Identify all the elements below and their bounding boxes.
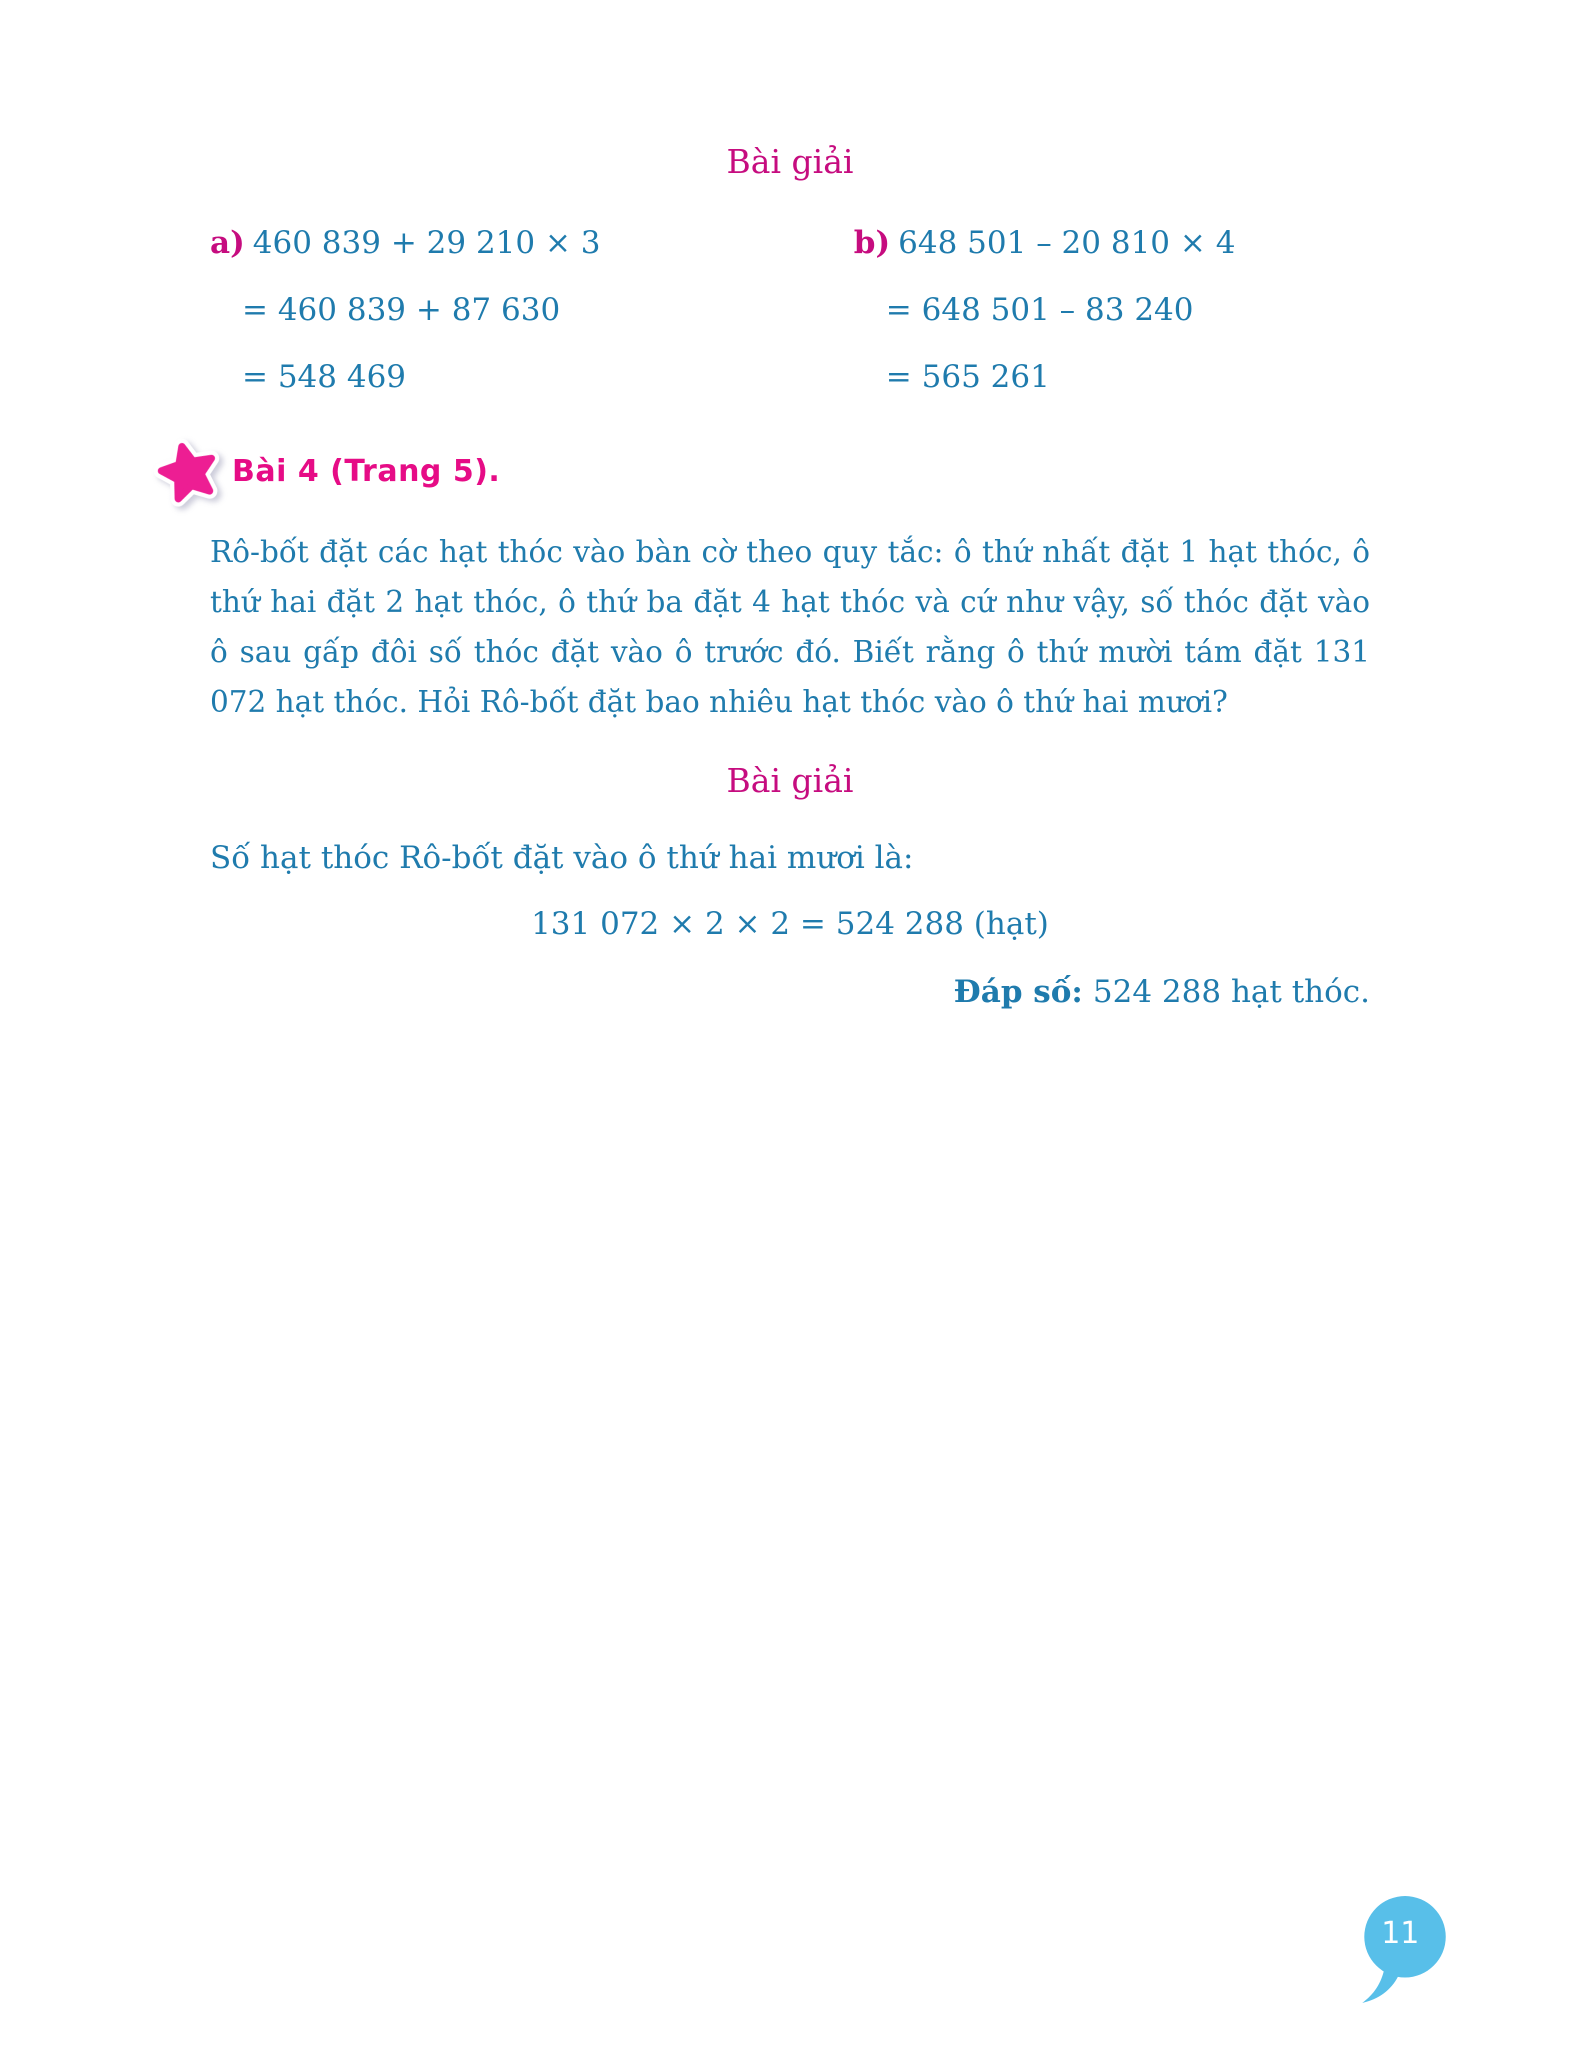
- page-number: 11: [1381, 1916, 1420, 1951]
- solution-heading-2: Bài giải: [726, 761, 854, 800]
- item-b-label: b): [853, 225, 891, 261]
- exercise-title: Bài 4 (Trang 5).: [232, 453, 501, 489]
- star-icon: [152, 435, 225, 508]
- item-b-step-1: = 648 501 – 83 240: [885, 292, 1194, 328]
- item-a-expression: 460 839 + 29 210 × 3: [252, 225, 601, 261]
- answer-line: [210, 974, 1370, 1010]
- answer-value: 524 288 hạt thóc.: [1092, 974, 1370, 1010]
- calc-item-a: [210, 225, 854, 395]
- exercise-header: [158, 441, 1370, 501]
- item-b-expression: 648 501 – 20 810 × 4: [898, 225, 1236, 261]
- item-a-expression-line: [210, 225, 854, 261]
- solution-equation: 131 072 × 2 × 2 = 524 288 (hạt): [531, 906, 1049, 942]
- page-number-bubble: [1358, 1894, 1450, 2006]
- item-b-expression-line: [854, 225, 1370, 261]
- page-content: [210, 0, 1370, 1010]
- calc-columns: [210, 225, 1370, 395]
- solution-heading-1: Bài giải: [726, 142, 854, 181]
- item-a-label: a): [210, 225, 245, 261]
- answer-label: Đáp số:: [953, 974, 1083, 1010]
- problem-text: Rô-bốt đặt các hạt thóc vào bàn cờ theo quy tắc: ô thứ nhất đặt 1 hạt thóc, ô thứ hai đặt 2 hạt thóc, ô thứ ba đặt 4 hạt thóc và cứ như vậy, số thóc đặt vào ô sau gấp đôi số thóc đặt vào ô trước đó. Biết rằng ô thứ mười tám đặt 131 072 hạt thóc. Hỏi Rô-bốt đặt bao nhiêu hạt thóc vào ô thứ hai mươi?: [210, 535, 1370, 719]
- calc-item-b: [854, 225, 1370, 395]
- item-b-step-2: = 565 261: [885, 359, 1050, 395]
- solution-statement: Số hạt thóc Rô-bốt đặt vào ô thứ hai mươi là:: [210, 840, 914, 876]
- item-a-step-2: = 548 469: [242, 359, 407, 395]
- item-a-step-1: = 460 839 + 87 630: [242, 292, 561, 328]
